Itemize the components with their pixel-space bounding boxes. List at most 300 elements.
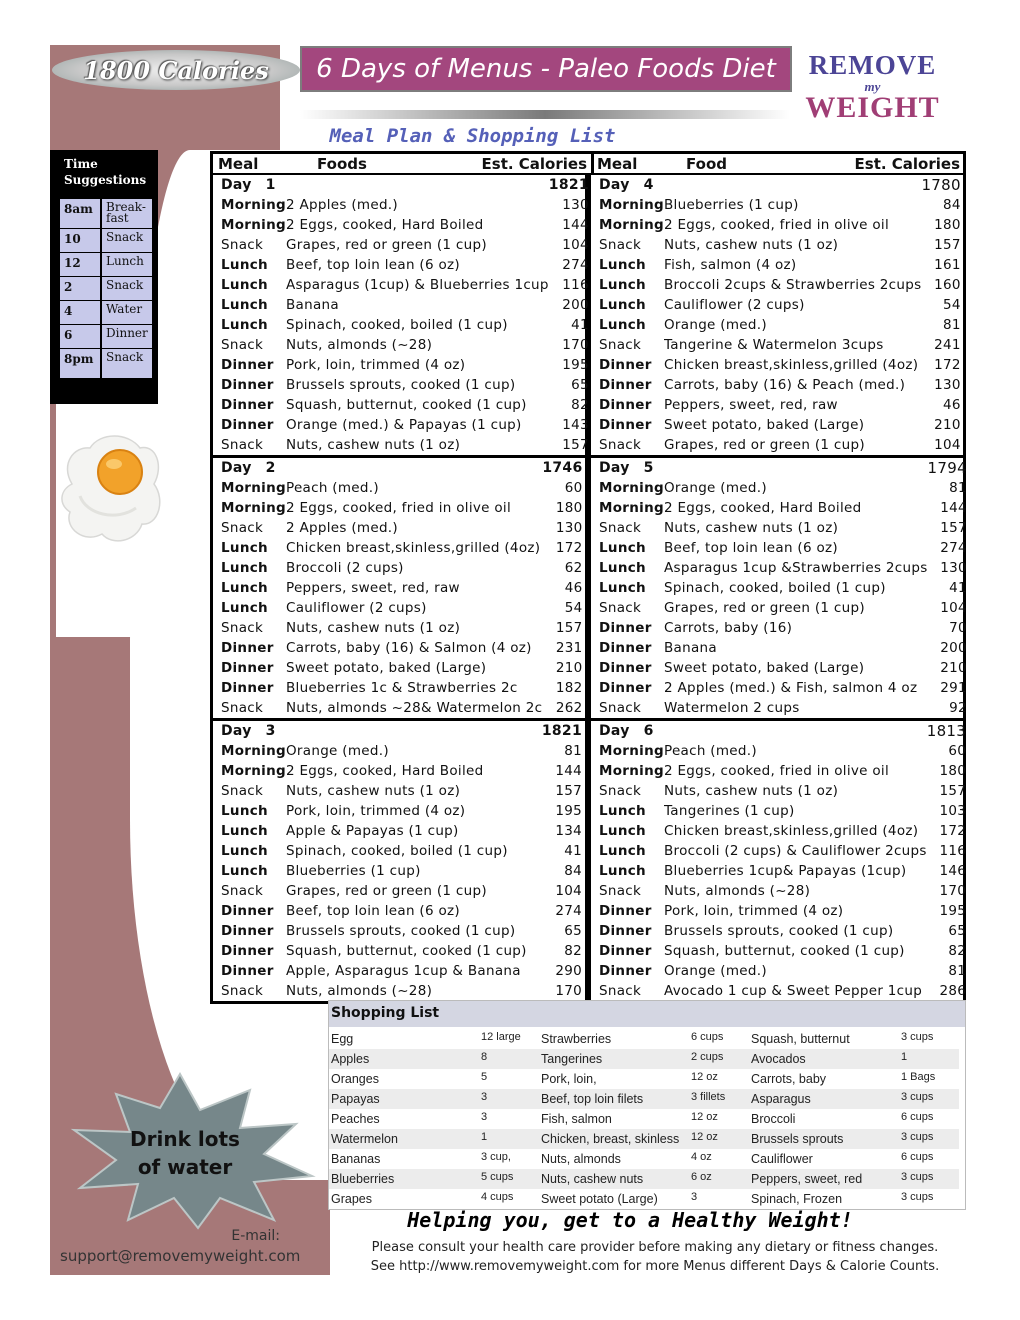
meal-food: Apple & Papayas (1 cup)	[285, 823, 459, 839]
meal-row	[591, 375, 964, 395]
shopping-item	[539, 1129, 749, 1149]
meal-calories: 195	[562, 357, 589, 373]
logo-line-1: REMOVE	[808, 50, 937, 80]
meal-row	[591, 215, 964, 235]
logo-line-2: my	[864, 79, 881, 94]
shopping-item-name: Egg	[331, 1032, 354, 1046]
meal-calories: 82	[571, 397, 589, 413]
meal-calories: 157	[934, 237, 961, 253]
meal-type: Lunch	[221, 317, 268, 333]
remove-my-weight-logo	[800, 50, 945, 145]
shopping-item-qty: 12 oz	[691, 1071, 718, 1083]
shopping-item-name: Strawberries	[541, 1032, 612, 1046]
meal-food: Chicken breast,skinless,grilled (4oz)	[663, 823, 919, 839]
meal-row	[213, 801, 585, 821]
shopping-item-qty: 6 cups	[901, 1111, 934, 1123]
meal-row	[591, 841, 969, 861]
meal-food: Nuts, cashew nuts (1 oz)	[663, 520, 839, 536]
meal-type: Snack	[221, 520, 264, 536]
meal-calories: 116	[939, 843, 967, 859]
meal-calories: 180	[939, 763, 967, 779]
shopping-item-name: Beef, top loin filets	[541, 1092, 644, 1106]
shopping-item-name: Cauliflower	[751, 1152, 813, 1166]
meal-type: Morning	[599, 743, 664, 759]
meal-row	[591, 315, 964, 335]
day-spacer	[664, 458, 928, 478]
meal-type: Dinner	[221, 903, 274, 919]
meal-type: Lunch	[221, 600, 268, 616]
meal-food: Grapes, red or green (1 cup)	[663, 437, 865, 453]
meal-food: Chicken breast,skinless,grilled (4oz)	[663, 357, 919, 373]
meal-calories: 200	[940, 640, 967, 656]
meal-type: Snack	[221, 237, 264, 253]
shopping-item-qty: 3 cups	[901, 1171, 934, 1183]
meal-type: Snack	[599, 337, 642, 353]
meal-type: Dinner	[599, 923, 652, 939]
title-underline	[300, 110, 790, 119]
meal-type: Snack	[221, 783, 264, 799]
meal-calories: 46	[564, 580, 583, 596]
time-row	[60, 300, 152, 324]
meal-row	[213, 195, 592, 215]
day-spacer	[664, 175, 921, 195]
shopping-item	[329, 1129, 539, 1149]
shopping-item	[749, 1169, 959, 1189]
day-label	[213, 721, 286, 741]
day-header	[591, 458, 970, 478]
meal-calories: 134	[555, 823, 582, 839]
meal-type: Lunch	[599, 803, 646, 819]
time-meal: Snack	[106, 350, 144, 364]
meal-type: Lunch	[221, 843, 268, 859]
shopping-item	[329, 1189, 539, 1209]
meal-row	[591, 395, 964, 415]
meal-col-header: Meal	[218, 155, 259, 173]
meal-food: Sweet potato, baked (Large)	[663, 660, 865, 676]
meal-calories: 60	[564, 480, 583, 496]
meal-food: Cauliflower (2 cups)	[663, 297, 805, 313]
meal-row	[213, 921, 585, 941]
meal-calories: 65	[564, 923, 582, 939]
meal-type: Snack	[599, 983, 642, 999]
tagline: Helping you, get to a Healthy Weight!	[407, 1208, 853, 1232]
meal-food: Banana	[285, 297, 339, 313]
meal-row	[213, 821, 585, 841]
title-banner	[300, 46, 792, 92]
meal-type: Dinner	[221, 923, 274, 939]
meal-type: Lunch	[221, 823, 268, 839]
meal-food: Pork, loin, trimmed (4 oz)	[285, 357, 466, 373]
meal-type: Dinner	[221, 640, 274, 656]
calories-badge-text: 1800 Calories	[83, 55, 269, 85]
meal-food: Avocado 1 cup & Sweet Pepper 1cup	[663, 983, 923, 999]
time-row	[60, 198, 152, 228]
meal-food: Nuts, cashew nuts (1 oz)	[285, 783, 461, 799]
meal-row	[591, 255, 964, 275]
shopping-item-qty: 2 cups	[691, 1051, 724, 1063]
meal-type: Dinner	[221, 357, 274, 373]
meal-row	[591, 658, 970, 678]
meal-row	[591, 981, 969, 1001]
meal-calories: 60	[948, 743, 967, 759]
meal-calories: 180	[555, 500, 583, 516]
day-total-calories: 1821	[541, 723, 582, 739]
day-number: 2	[265, 460, 276, 476]
meal-row	[213, 901, 585, 921]
meal-calories: 81	[948, 963, 967, 979]
day-header	[591, 721, 969, 741]
day-label	[591, 175, 664, 195]
day-table	[213, 175, 592, 455]
shopping-item	[329, 1149, 539, 1169]
meal-row	[591, 598, 970, 618]
day-label	[213, 458, 286, 478]
time-value: 8pm	[60, 349, 102, 378]
time-value: 12	[60, 253, 102, 276]
day-table	[213, 458, 586, 718]
meal-food: Peach (med.)	[663, 743, 757, 759]
meal-row	[213, 215, 592, 235]
meal-type: Lunch	[221, 540, 268, 556]
meal-type: Morning	[599, 763, 664, 779]
day-table	[591, 458, 970, 718]
meal-type: Snack	[221, 983, 264, 999]
meal-food: 2 Eggs, cooked, Hard Boiled	[285, 217, 484, 233]
meal-food: Tangerine & Watermelon 3cups	[663, 337, 884, 353]
meal-calories: 195	[555, 803, 582, 819]
meal-type: Dinner	[221, 417, 274, 433]
meal-food: 2 Eggs, cooked, fried in olive oil	[285, 500, 512, 516]
meal-food: Nuts, cashew nuts (1 oz)	[285, 620, 461, 636]
meal-food: Sweet potato, baked (Large)	[663, 417, 865, 433]
meal-row	[213, 741, 585, 761]
meal-type: Snack	[599, 600, 642, 616]
time-row	[60, 228, 152, 252]
shopping-item-name: Grapes	[331, 1192, 372, 1206]
meal-food: Nuts, almonds (~28)	[663, 883, 811, 899]
meal-food: Grapes, red or green (1 cup)	[663, 600, 865, 616]
calories-col-header: Est. Calories	[481, 155, 587, 173]
shopping-item-name: Broccoli	[751, 1112, 796, 1126]
day-spacer	[286, 721, 542, 741]
shopping-item-name: Peaches	[331, 1112, 380, 1126]
shopping-column-3	[749, 1029, 959, 1209]
page-title: 6 Days of Menus - Paleo Foods Diet	[316, 54, 776, 84]
meal-food: Orange (med.)	[663, 317, 767, 333]
meal-type: Snack	[599, 437, 642, 453]
meal-food: Beef, top loin lean (6 oz)	[285, 257, 460, 273]
meal-calories: 81	[943, 317, 961, 333]
day-label	[591, 458, 664, 478]
meal-row	[591, 498, 970, 518]
shopping-item-qty: 8	[481, 1051, 488, 1063]
shopping-item	[539, 1069, 749, 1089]
meal-row	[213, 618, 586, 638]
shopping-item-qty: 12 large	[481, 1031, 521, 1043]
meal-calories: 157	[555, 783, 582, 799]
time-row	[60, 348, 152, 378]
shopping-item	[539, 1189, 749, 1209]
meal-food: Broccoli 2cups & Strawberries 2cups	[663, 277, 922, 293]
meal-food: Banana	[663, 640, 717, 656]
time-value: 4	[60, 301, 102, 324]
meal-type: Lunch	[599, 580, 646, 596]
day-total-calories: 1813	[926, 722, 967, 740]
meal-row	[213, 518, 586, 538]
meal-row	[213, 295, 592, 315]
shopping-column-1	[329, 1029, 539, 1209]
meal-type: Lunch	[599, 843, 646, 859]
meal-calories: 62	[564, 560, 583, 576]
shopping-item-qty: 1	[481, 1131, 488, 1143]
meal-food: Nuts, almonds ~28& Watermelon 2c	[285, 700, 543, 716]
meal-calories: 180	[934, 217, 961, 233]
meal-food: 2 Eggs, cooked, fried in olive oil	[663, 217, 890, 233]
shopping-item-qty: 3 cups	[901, 1091, 934, 1103]
meal-food: Squash, butternut, cooked (1 cup)	[285, 943, 527, 959]
shopping-item-qty: 6 cups	[901, 1151, 934, 1163]
meal-row	[591, 881, 969, 901]
logo-line-3: WEIGHT	[805, 91, 940, 124]
meal-calories: 210	[934, 417, 961, 433]
email-address[interactable]: support@removemyweight.com	[60, 1247, 301, 1265]
time-suggestions-box	[50, 150, 158, 404]
water-callout-line-1: Drink lots	[130, 1127, 240, 1151]
shopping-item	[329, 1029, 539, 1049]
meal-row	[213, 941, 585, 961]
website-note[interactable]: See http://www.removemyweight.com for more Menus different Days & Calorie Counts.	[370, 1259, 940, 1274]
meal-calories: 130	[940, 560, 967, 576]
meal-food: 2 Eggs, cooked, fried in olive oil	[663, 763, 890, 779]
meal-type: Snack	[599, 237, 642, 253]
meal-calories: 54	[564, 600, 583, 616]
shopping-item-name: Squash, butternut	[751, 1032, 850, 1046]
meal-food: 2 Apples (med.)	[285, 520, 398, 536]
meal-food: Carrots, baby (16)	[663, 620, 793, 636]
meal-type: Morning	[599, 217, 664, 233]
meal-food: Watermelon 2 cups	[663, 700, 800, 716]
shopping-item	[749, 1129, 959, 1149]
day-header	[213, 175, 592, 195]
shopping-item-name: Blueberries	[331, 1172, 395, 1186]
shopping-item-qty: 12 oz	[691, 1131, 718, 1143]
meal-calories: 41	[564, 843, 582, 859]
meal-type: Dinner	[221, 377, 274, 393]
meal-calories: 170	[562, 337, 589, 353]
meal-type: Snack	[221, 883, 264, 899]
shopping-item-qty: 3	[691, 1191, 698, 1203]
meal-calories: 144	[555, 763, 582, 779]
meal-calories: 84	[943, 197, 961, 213]
shopping-list-title: Shopping List	[329, 1001, 965, 1027]
meal-food: Peppers, sweet, red, raw	[663, 397, 838, 413]
time-meal: Dinner	[106, 326, 148, 340]
meal-type: Lunch	[221, 560, 268, 576]
shopping-item-qty: 5	[481, 1071, 488, 1083]
meal-row	[213, 538, 586, 558]
meal-type: Morning	[221, 197, 286, 213]
meal-calories: 170	[939, 883, 967, 899]
day-table	[213, 721, 585, 1001]
meal-calories: 210	[555, 660, 583, 676]
shopping-item	[539, 1109, 749, 1129]
meal-calories: 157	[555, 620, 583, 636]
day-spacer	[664, 721, 927, 741]
day-number: 4	[643, 177, 654, 193]
shopping-item-qty: 3 fillets	[691, 1091, 726, 1103]
shopping-item-qty: 3 cup,	[481, 1151, 511, 1163]
meal-food: Carrots, baby (16) & Salmon (4 oz)	[285, 640, 532, 656]
meal-type: Dinner	[599, 640, 652, 656]
meal-food: Broccoli (2 cups)	[285, 560, 404, 576]
meal-row	[213, 558, 586, 578]
meal-calories: 274	[940, 540, 967, 556]
meal-row	[213, 415, 592, 435]
meal-food: Chicken breast,skinless,grilled (4oz)	[285, 540, 541, 556]
meal-type: Dinner	[599, 357, 652, 373]
meal-row	[591, 235, 964, 255]
day-number: 6	[643, 723, 654, 739]
meal-row	[591, 698, 970, 718]
meal-food: Asparagus 1cup &Strawberries 2cups	[663, 560, 928, 576]
meal-type: Dinner	[221, 660, 274, 676]
meal-calories: 92	[949, 700, 967, 716]
shopping-item-qty: 5 cups	[481, 1171, 514, 1183]
meal-calories: 130	[562, 197, 589, 213]
meal-row	[213, 881, 585, 901]
email-label: E-mail:	[231, 1228, 280, 1244]
meal-row	[591, 295, 964, 315]
meal-calories: 65	[571, 377, 589, 393]
meal-row	[213, 698, 586, 718]
foods-col-header: Foods	[317, 155, 367, 173]
meal-type: Lunch	[221, 257, 268, 273]
day-word: Day	[221, 177, 252, 193]
meal-calories: 157	[940, 520, 967, 536]
meal-row	[591, 518, 970, 538]
shopping-item-qty: 3	[481, 1091, 488, 1103]
day-number: 5	[643, 460, 654, 476]
day-number: 3	[265, 723, 276, 739]
shopping-item	[539, 1149, 749, 1169]
meal-row	[591, 761, 969, 781]
time-suggestions-title: Time Suggestions	[64, 157, 147, 187]
shopping-item-name: Avocados	[751, 1052, 806, 1066]
meal-food: Squash, butternut, cooked (1 cup)	[663, 943, 905, 959]
shopping-item	[749, 1149, 959, 1169]
meal-food: Nuts, cashew nuts (1 oz)	[285, 437, 461, 453]
time-value: 10	[60, 229, 102, 252]
meal-food: Blueberries (1 cup)	[285, 863, 421, 879]
shopping-item	[749, 1029, 959, 1049]
time-meal: Snack	[106, 278, 144, 292]
meal-calories: 81	[564, 743, 582, 759]
shopping-item-qty: 3	[481, 1111, 488, 1123]
day-label	[213, 175, 286, 195]
shopping-item	[329, 1169, 539, 1189]
meal-row	[591, 901, 969, 921]
shopping-item	[329, 1109, 539, 1129]
meal-food: 2 Eggs, cooked, Hard Boiled	[285, 763, 484, 779]
meal-food: Spinach, cooked, boiled (1 cup)	[663, 580, 886, 596]
shopping-list	[328, 1000, 966, 1210]
time-meal: Lunch	[106, 254, 144, 268]
day-word: Day	[221, 723, 252, 739]
shopping-item	[329, 1049, 539, 1069]
meal-food: Blueberries 1c & Strawberries 2c	[285, 680, 518, 696]
meal-food: Orange (med.)	[663, 963, 767, 979]
time-value: 6	[60, 325, 102, 348]
day-spacer	[286, 458, 542, 478]
meal-food: Orange (med.)	[663, 480, 767, 496]
day-word: Day	[599, 460, 630, 476]
shopping-item-qty: 3 cups	[901, 1031, 934, 1043]
shopping-item-qty: 6 oz	[691, 1171, 712, 1183]
meal-calories: 41	[571, 317, 589, 333]
day-header	[213, 721, 585, 741]
shopping-item-qty: 6 cups	[691, 1031, 724, 1043]
meal-row	[213, 255, 592, 275]
meal-type: Dinner	[599, 620, 652, 636]
meal-type: Lunch	[221, 297, 268, 313]
shopping-item-name: Spinach, Frozen	[751, 1192, 843, 1206]
shopping-item-name: Nuts, cashew nuts	[541, 1172, 644, 1186]
fried-egg-image	[56, 404, 162, 637]
meal-calories: 82	[948, 943, 967, 959]
meal-food: Blueberries 1cup& Papayas (1cup)	[663, 863, 907, 879]
meal-type: Morning	[221, 480, 286, 496]
meal-food: Peach (med.)	[285, 480, 379, 496]
time-row	[60, 276, 152, 300]
meal-row	[213, 375, 592, 395]
meal-food: Cauliflower (2 cups)	[285, 600, 427, 616]
day-label	[591, 721, 664, 741]
meal-type: Snack	[599, 520, 642, 536]
meal-food: Pork, loin, trimmed (4 oz)	[285, 803, 466, 819]
meal-food: Broccoli (2 cups) & Cauliflower 2cups	[663, 843, 927, 859]
meal-type: Snack	[221, 437, 264, 453]
meal-calories: 144	[940, 500, 967, 516]
meal-row	[213, 841, 585, 861]
shopping-item-name: Bananas	[331, 1152, 381, 1166]
meal-type: Lunch	[599, 277, 646, 293]
shopping-item	[749, 1089, 959, 1109]
meal-row	[591, 961, 969, 981]
meal-food: Asparagus (1cup) & Blueberries 1cup	[285, 277, 549, 293]
meal-row	[591, 435, 964, 455]
meal-row	[213, 781, 585, 801]
shopping-item-name: Chicken, breast, skinless	[541, 1132, 680, 1146]
meal-calories: 103	[939, 803, 967, 819]
meal-calories: 143	[562, 417, 589, 433]
menu-grid	[210, 173, 966, 999]
meal-food: Sweet potato, baked (Large)	[285, 660, 487, 676]
shopping-item-qty: 3 cups	[901, 1191, 934, 1203]
meal-row	[213, 638, 586, 658]
meal-calories: 81	[949, 480, 967, 496]
meal-type: Morning	[221, 763, 286, 779]
meal-calories: 170	[555, 983, 582, 999]
meal-row	[591, 781, 969, 801]
meal-calories: 130	[555, 520, 583, 536]
meal-row	[591, 821, 969, 841]
day-total-calories: 1746	[542, 460, 583, 476]
day-block-2	[210, 458, 588, 721]
meal-row	[213, 395, 592, 415]
meal-type: Morning	[599, 500, 664, 516]
menu-header-row	[210, 151, 966, 173]
day-header	[213, 458, 586, 478]
